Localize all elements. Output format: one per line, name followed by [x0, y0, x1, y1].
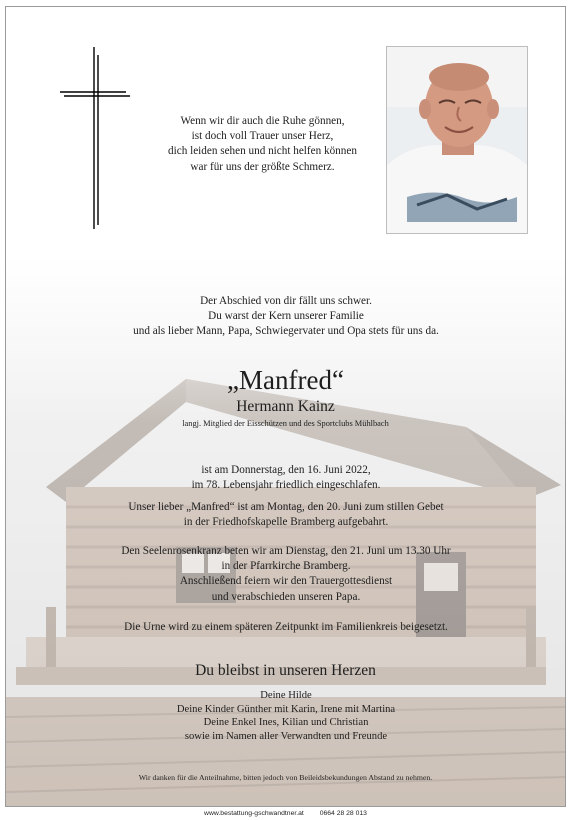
deceased-nickname: „Manfred“ — [227, 365, 344, 395]
closing-line: Du bleibst in unseren Herzen — [195, 662, 376, 679]
portrait-illustration — [387, 47, 527, 233]
family-list — [46, 689, 526, 743]
verse — [146, 114, 379, 175]
cross-icon — [60, 47, 130, 229]
viewing-notice — [46, 500, 526, 530]
verse-line: dich leiden sehen und nicht helfen können — [168, 145, 357, 158]
footer-phone: 0664 28 28 013 — [319, 810, 367, 817]
intro-line: Der Abschied von dir fällt uns schwer. — [200, 295, 372, 307]
verse-line: ist doch voll Trauer unser Herz, — [191, 130, 334, 143]
service-line: Den Seelenrosenkranz beten wir am Dienstag, den 21. Juni um 13.30 Uhr — [121, 545, 451, 557]
deceased-membership: langj. Mitglied der Eisschützen und des Sportclubs Mühlbach — [182, 419, 389, 428]
portrait-photo — [386, 46, 528, 234]
death-notice-line: ist am Donnerstag, den 16. Juni 2022, — [201, 464, 371, 476]
verse-line: Wenn wir dir auch die Ruhe gönnen, — [180, 115, 345, 127]
service-line: und verabschieden unseren Papa. — [211, 590, 361, 603]
service-line: in der Pfarrkirche Bramberg. — [221, 560, 351, 573]
intro-line: und als lieber Mann, Papa, Schwiegervater und Opa stets für uns da. — [133, 325, 439, 338]
family-line: Deine Hilde — [260, 690, 312, 701]
thanks-note: Wir danken für die Anteilnahme, bitten jedoch von Beileidsbekundungen Abstand zu nehmen. — [138, 773, 433, 782]
death-notice — [46, 463, 526, 493]
parte-card — [5, 6, 566, 807]
family-line: sowie im Namen aller Verwandten und Freunde — [184, 730, 388, 742]
urn-notice: Die Urne wird zu einem späteren Zeitpunkt im Familienkreis beigesetzt. — [124, 621, 448, 633]
service-notice — [46, 544, 526, 605]
viewing-line: in der Friedhofskapelle Bramberg aufgebahrt. — [183, 516, 389, 529]
death-notice-line: im 78. Lebensjahr friedlich eingeschlafen. — [191, 479, 381, 492]
footer-website-link[interactable]: www.bestattung-gschwandtner.at — [204, 810, 304, 817]
intro-line: Du warst der Kern unserer Familie — [208, 310, 364, 323]
verse-line: war für uns der größte Schmerz. — [190, 160, 335, 173]
family-line: Deine Enkel Ines, Kilian und Christian — [203, 717, 369, 728]
deceased-full-name: Hermann Kainz — [236, 398, 335, 415]
footer — [0, 809, 571, 818]
service-line: Anschließend feiern wir den Trauergottesdienst — [179, 575, 393, 588]
intro-text — [66, 294, 506, 340]
family-line: Deine Kinder Günther mit Karin, Irene mit Martina — [176, 703, 396, 715]
viewing-line: Unser lieber „Manfred“ ist am Montag, den 20. Juni zum stillen Gebet — [128, 501, 444, 513]
